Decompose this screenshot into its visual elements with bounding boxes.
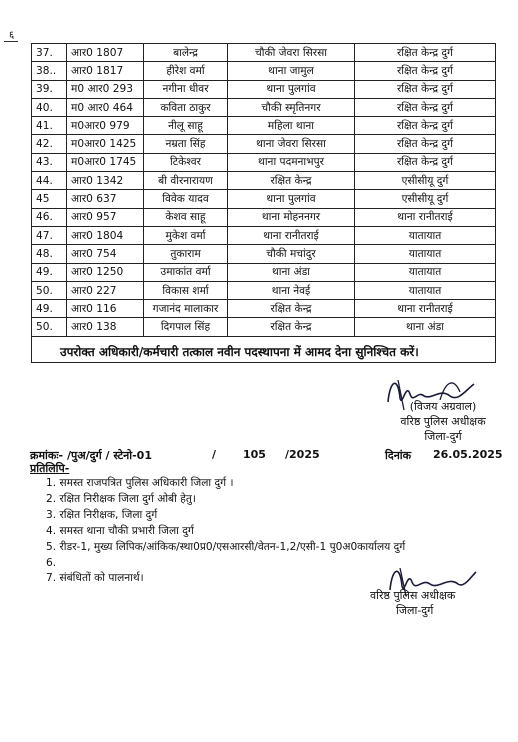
badge-number-cell: म0 आर0 293	[67, 80, 144, 98]
badge-number-cell: आर0 957	[67, 208, 144, 226]
badge-number-cell: आर0 1342	[67, 172, 144, 190]
badge-number-cell: आर0 1817	[67, 62, 144, 80]
badge-number-cell: आर0 637	[67, 190, 144, 208]
new-posting-cell: एसीसीयू दुर्ग	[355, 172, 496, 190]
new-posting-cell: थाना रानीतराई	[355, 300, 496, 318]
current-posting-cell: रक्षित केन्द्र	[228, 318, 355, 336]
serial-cell: 50.	[32, 318, 67, 336]
table-row	[32, 98, 496, 116]
table-row	[32, 44, 496, 62]
officer-designation-2: वरिष्ठ पुलिस अधीक्षक	[370, 589, 456, 602]
serial-cell: 44.	[32, 172, 67, 190]
name-cell: नगीना धीवर	[144, 80, 228, 98]
serial-cell: 46.	[32, 208, 67, 226]
badge-number-cell: आर0 227	[67, 281, 144, 299]
signature-1-block	[393, 399, 493, 444]
order-date: 26.05.2025	[433, 448, 503, 461]
new-posting-cell: रक्षित केन्द्र दुर्ग	[355, 98, 496, 116]
copy-item: 4. समस्त थाना चौकी प्रभारी जिला दुर्ग	[46, 524, 194, 537]
copy-item: 2. रक्षित निरीक्षक जिला दुर्ग ओबी हेतु।	[46, 492, 196, 505]
table-row	[32, 263, 496, 281]
new-posting-cell: यातायात	[355, 281, 496, 299]
new-posting-cell: रक्षित केन्द्र दुर्ग	[355, 62, 496, 80]
table-row	[32, 153, 496, 171]
copy-item: 1. समस्त राजपत्रित पुलिस अधिकारी जिला दुर्ग ।	[46, 477, 234, 489]
name-cell: मुकेश वर्मा	[144, 226, 228, 244]
signature-2-block	[370, 588, 455, 618]
new-posting-cell: यातायात	[355, 263, 496, 281]
new-posting-cell: यातायात	[355, 226, 496, 244]
corner-divider	[4, 41, 18, 42]
badge-number-cell: म0 आर0 464	[67, 98, 144, 116]
current-posting-cell: थाना पुलगांव	[228, 190, 355, 208]
table-row	[32, 80, 496, 98]
serial-cell: 37.	[32, 44, 67, 62]
badge-number-cell: म0आर0 979	[67, 117, 144, 135]
badge-number-cell: म0आर0 1425	[67, 135, 144, 153]
copy-item: 6.	[46, 556, 57, 569]
table-row	[32, 190, 496, 208]
table-row	[32, 172, 496, 190]
officer-district: जिला-दुर्ग	[424, 430, 462, 443]
name-cell: बी वीरनारायण	[144, 172, 228, 190]
date-label: दिनांक	[385, 449, 412, 462]
new-posting-cell: थाना अंडा	[355, 318, 496, 336]
table-row	[32, 135, 496, 153]
name-cell: नम्रता सिंह	[144, 135, 228, 153]
table-row	[32, 117, 496, 135]
current-posting-cell: थाना अंडा	[228, 263, 355, 281]
new-posting-cell: रक्षित केन्द्र दुर्ग	[355, 44, 496, 62]
name-cell: कविता ठाकुर	[144, 98, 228, 116]
badge-number-cell: म0आर0 1745	[67, 153, 144, 171]
table-row	[32, 208, 496, 226]
name-cell: विकास शर्मा	[144, 281, 228, 299]
table-row	[32, 300, 496, 318]
badge-number-cell: आर0 1804	[67, 226, 144, 244]
name-cell: विवेक यादव	[144, 190, 228, 208]
new-posting-cell: रक्षित केन्द्र दुर्ग	[355, 117, 496, 135]
table-row	[32, 318, 496, 336]
order-year: /2025	[285, 448, 320, 461]
serial-cell: 48.	[32, 245, 67, 263]
serial-cell: 39.	[32, 80, 67, 98]
order-slash: /	[212, 448, 217, 461]
serial-cell: 43.	[32, 153, 67, 171]
new-posting-cell: रक्षित केन्द्र दुर्ग	[355, 153, 496, 171]
current-posting-cell: चौकी जेवरा सिरसा	[228, 44, 355, 62]
badge-number-cell: आर0 1250	[67, 263, 144, 281]
officer-name: (विजय अग्रवाल)	[409, 400, 477, 413]
serial-cell: 41.	[32, 117, 67, 135]
new-posting-cell: एसीसीयू दुर्ग	[355, 190, 496, 208]
badge-number-cell: आर0 116	[67, 300, 144, 318]
new-posting-cell: थाना रानीतराई	[355, 208, 496, 226]
current-posting-cell: थाना नेवई	[228, 281, 355, 299]
serial-cell: 49.	[32, 263, 67, 281]
current-posting-cell: रक्षित केन्द्र	[228, 300, 355, 318]
current-posting-cell: चौकी स्मृतिनगर	[228, 98, 355, 116]
name-cell: टिकेश्वर	[144, 153, 228, 171]
name-cell: बालेन्द्र	[144, 44, 228, 62]
copy-item: 7. संबंधितों को पालनार्थ।	[46, 572, 144, 585]
current-posting-cell: चौकी मचांदुर	[228, 245, 355, 263]
table-row	[32, 281, 496, 299]
current-posting-cell: थाना रानीतराई	[228, 226, 355, 244]
table-row	[32, 226, 496, 244]
name-cell: दिगपाल सिंह	[144, 318, 228, 336]
name-cell: नीलू साहू	[144, 117, 228, 135]
current-posting-cell: थाना जेवरा सिरसा	[228, 135, 355, 153]
badge-number-cell: आर0 754	[67, 245, 144, 263]
order-prefix: क्रमांकः- /पुअ/दुर्ग / स्टेनो-01	[30, 449, 152, 462]
instruction-note: उपरोक्त अधिकारी/कर्मचारी तत्काल नवीन पदस्थापना में आमद देना सुनिश्चित करें।	[31, 335, 496, 363]
badge-number-cell: आर0 1807	[67, 44, 144, 62]
current-posting-cell: थाना मोहननगर	[228, 208, 355, 226]
officer-designation: वरिष्ठ पुलिस अधीक्षक	[400, 415, 486, 428]
current-posting-cell: महिला थाना	[228, 117, 355, 135]
new-posting-cell: रक्षित केन्द्र दुर्ग	[355, 135, 496, 153]
serial-cell: 49.	[32, 300, 67, 318]
copy-item: 5. रीडर-1, मुख्य लिपिक/आंकिक/स्था0प्र0/एसआरसी/वेतन-1,2/एसी-1 पु0अ0कार्यालय दुर्ग	[46, 540, 406, 553]
new-posting-cell: रक्षित केन्द्र दुर्ग	[355, 80, 496, 98]
current-posting-cell: थाना पुलगांव	[228, 80, 355, 98]
serial-cell: 47.	[32, 226, 67, 244]
copy-list	[46, 476, 405, 587]
current-posting-cell: थाना जामुल	[228, 62, 355, 80]
name-cell: हीरेश वर्मा	[144, 62, 228, 80]
officer-district-2: जिला-दुर्ग	[396, 604, 434, 617]
table-row	[32, 245, 496, 263]
order-number: 105	[243, 448, 266, 461]
badge-number-cell: आर0 138	[67, 318, 144, 336]
name-cell: उमाकांत वर्मा	[144, 263, 228, 281]
table-row	[32, 62, 496, 80]
copy-item: 3. रक्षित निरीक्षक, जिला दुर्ग	[46, 508, 158, 521]
serial-cell: 38..	[32, 62, 67, 80]
current-posting-cell: थाना पदमनाभपुर	[228, 153, 355, 171]
name-cell: केशव साहू	[144, 208, 228, 226]
name-cell: तुकाराम	[144, 245, 228, 263]
corner-mark: ६	[9, 30, 15, 41]
serial-cell: 40.	[32, 98, 67, 116]
current-posting-cell: रक्षित केन्द्र	[228, 172, 355, 190]
serial-cell: 45	[32, 190, 67, 208]
serial-cell: 50.	[32, 281, 67, 299]
transfer-table	[31, 43, 496, 337]
name-cell: गजानंद मालाकार	[144, 300, 228, 318]
serial-cell: 42.	[32, 135, 67, 153]
new-posting-cell: यातायात	[355, 245, 496, 263]
copy-heading: प्रतिलिपि-	[30, 462, 70, 475]
